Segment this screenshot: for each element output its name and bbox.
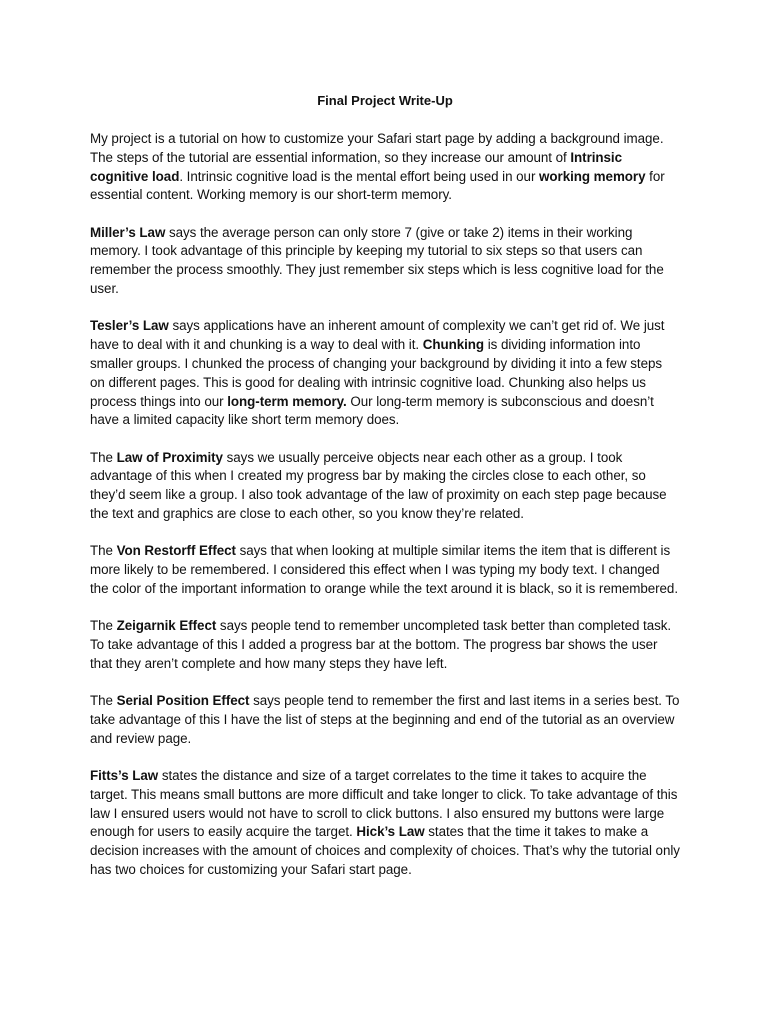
paragraph-text: says that when looking at multiple similar items the item that is different is more likely to be remembered. I considered this effect when I was typing my body text. I changed the color of the important information to orange while the text around it is black, so it is remembered. <box>90 543 679 596</box>
paragraph-text: states the distance and size of a target correlates to the time it takes to acquire the target. This means small buttons are more difficult and take longer to click. To take advantage of this law I ensured users would not have to scroll to click buttons. I also ensured my buttons were large enough for users to easily acquire the target. <box>90 768 678 840</box>
bold-term: Zeigarnik Effect <box>116 618 217 634</box>
paragraph-text: Our long-term memory is subconscious and doesn’t have a limited capacity like short term memory does. <box>90 393 654 428</box>
bold-term: Serial Position Effect <box>116 693 250 709</box>
paragraph <box>90 692 680 748</box>
paragraph-text: says applications have an inherent amount of complexity we can’t get rid of. We just have to deal with it and chunking is a way to deal with it. <box>90 318 665 353</box>
paragraph-text: says people tend to remember the first and last items in a series best. To take advantage of this I have the list of steps at the beginning and end of the tutorial as an overview and review page. <box>90 693 680 746</box>
paragraph <box>90 617 680 673</box>
paragraph <box>90 317 680 430</box>
paragraph <box>90 542 680 598</box>
paragraph-text: The <box>90 449 117 465</box>
paragraph <box>90 767 680 880</box>
paragraph-text: is dividing information into smaller groups. I chunked the process of changing your background by dividing it into a few steps on different pages. This is good for dealing with intrinsic cognitive load. Chunking also helps us process things into our <box>90 337 663 409</box>
document-page <box>90 92 680 898</box>
paragraph-text: says the average person can only store 7 (give or take 2) items in their working memory. I took advantage of this principle by keeping my tutorial to six steps so that users can remember the process smoothly. They just remember six steps which is less cognitive load for the user. <box>90 224 664 297</box>
bold-term: Chunking <box>422 337 485 353</box>
bold-term: Fitts’s Law <box>90 768 159 784</box>
bold-term: Von Restorff Effect <box>116 543 236 559</box>
bold-term: working memory <box>539 168 646 184</box>
paragraph-text: for essential content. Working memory is our short-term memory. <box>90 168 665 203</box>
bold-term: Law of Proximity <box>116 449 223 465</box>
document-body <box>90 130 680 880</box>
bold-term: long-term memory. <box>227 393 347 409</box>
paragraph-text: The <box>90 543 117 559</box>
paragraph-text: The <box>90 618 117 634</box>
document-title: Final Project Write-Up <box>317 93 453 108</box>
paragraph-text: states that the time it takes to make a decision increases with the amount of choices and complexity of choices. That’s why the tutorial only has two choices for customizing your Safari start page. <box>90 824 680 877</box>
paragraph-text: The <box>90 693 117 709</box>
bold-term: Miller’s Law <box>90 224 166 240</box>
bold-term: Hick’s Law <box>356 824 425 840</box>
paragraph-text: says people tend to remember uncompleted task better than completed task. To take advantage of this I added a progress bar at the bottom. The progress bar shows the user that they aren’t complete and how many steps they have left. <box>90 618 672 671</box>
paragraph-text: My project is a tutorial on how to customize your Safari start page by adding a background image. The steps of the tutorial are essential information, so they increase our amount of <box>90 131 664 165</box>
paragraph <box>90 130 680 205</box>
paragraph <box>90 224 680 299</box>
bold-term: Intrinsic cognitive load <box>90 149 622 184</box>
paragraph-text: says we usually perceive objects near each other as a group. I took advantage of this when I created my progress bar by making the circles close to each other, so they’d seem like a group. I also took advantage of the law of proximity on each step page because the text and graphics are close to each other, so you know they’re related. <box>90 449 667 522</box>
paragraph-text: . Intrinsic cognitive load is the mental effort being used in our <box>179 168 540 184</box>
paragraph <box>90 449 680 524</box>
bold-term: Tesler’s Law <box>90 318 169 334</box>
